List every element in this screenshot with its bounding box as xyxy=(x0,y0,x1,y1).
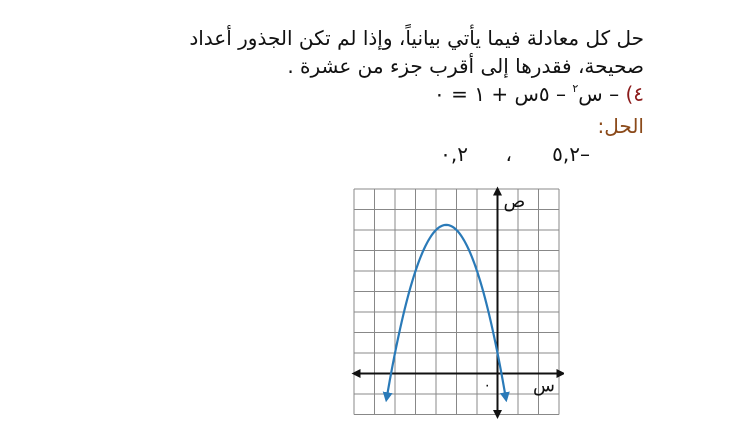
equation-part-2: – ٥س + ١ = ٠ xyxy=(434,82,573,106)
graph-axes xyxy=(356,191,561,415)
equation-exponent: ٢ xyxy=(572,82,579,95)
graph-grid xyxy=(354,189,559,415)
problem-number: ٤) xyxy=(625,82,644,106)
instruction-line-2: صحيحة، فقدرها إلى أقرب جزء من عشرة . xyxy=(287,54,644,78)
instruction-line-1: حل كل معادلة فيما يأتي بيانياً، وإذا لم تكن الجذور أعداد xyxy=(189,26,644,50)
solution-label: الحل: xyxy=(597,114,644,138)
answer-root-2: ٠,٢ xyxy=(440,142,468,166)
equation-line xyxy=(84,80,644,112)
answer-separator: ، xyxy=(505,142,512,166)
problem-text xyxy=(84,24,644,140)
parabola-graph xyxy=(348,185,564,421)
answer-root-1: –٥,٢ xyxy=(552,142,590,166)
origin-label: ٠ xyxy=(483,377,492,394)
equation-part-1: – س xyxy=(578,82,620,106)
solution-answers xyxy=(420,140,590,168)
y-axis-label: ص xyxy=(503,191,526,212)
x-axis-label: س xyxy=(533,375,555,397)
